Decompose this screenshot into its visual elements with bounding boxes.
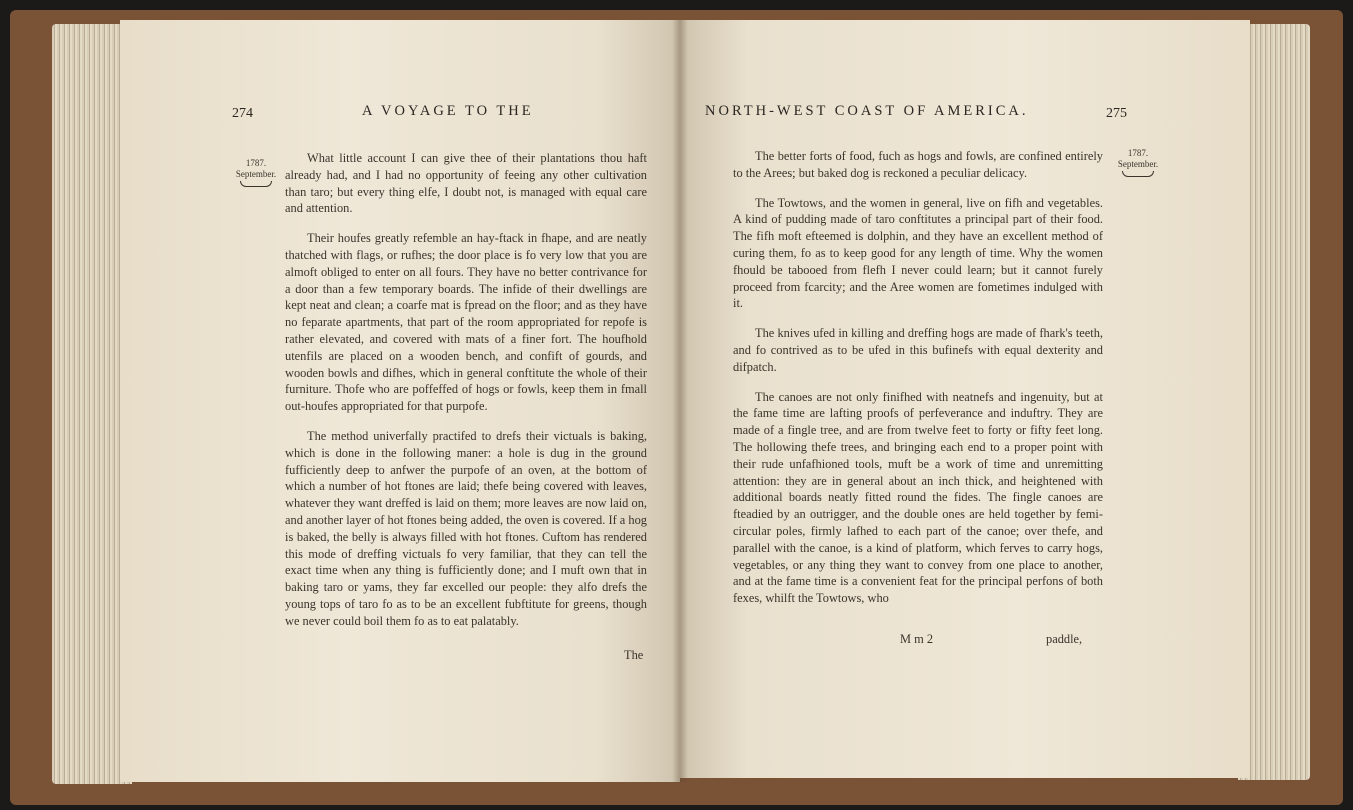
right-running-head: NORTH-WEST COAST OF AMERICA. <box>705 103 1029 119</box>
right-page-number: 275 <box>1106 106 1127 121</box>
paragraph: The Towtows, and the women in general, live on fifh and vegetables. A kind of pudding made of taro conftitutes a principal part of their food. The fifh moft efteemed is dolphin, and they have an excellent method of curing them, fo as to keep good for any length of time. Why the women fhould be tabooed from flefh I never could learn; but it cannot furely proceed from fcarcity; and the Aree women are fometimes indulged with it. <box>733 195 1103 311</box>
paragraph: The canoes are not only finifhed with neatnefs and ingenuity, but at the fame time are lafting proofs of perfeverance and induftry. They are made of a fingle tree, and are from twelve feet to forty or fifty feet long. The hollowing thefe trees, and bringing each end to a proper point with their rude unfafhioned tools, muft be a work of time and unremitting attention: they are in general about an inch thick, and heightened with additional boards neatly fitted round the fides. The fingle canoes are fteadied by an outrigger, and the double ones are held together by femi-circular poles, firmly lafhed to each part of the canoe; over thefe, and parallel with the canoe, is a kind of platform, which ferves to carry hogs, vegetables, or any thing they want to convey from one place to another, and at the fame time is a convenient feat for the principal perfons of both fexes, whilft the Towtows, who <box>733 389 1103 606</box>
left-margin-year: 1787. <box>245 158 267 168</box>
left-margin-month: September. <box>235 169 277 179</box>
signature-mark: M m 2 <box>900 632 934 646</box>
left-page-number: 274 <box>232 106 253 121</box>
paragraph: What little account I can give thee of their plantations thou haft already had, and I had no opportunity of feeing any other cultivation than taro; but every thing elfe, I doubt not, is managed with equal care and attention. <box>285 151 647 216</box>
left-catchword: The <box>624 648 644 662</box>
paragraph: The method univerfally practifed to drefs their victuals is baking, which is done in the following maner: a hole is dug in the ground fufficiently deep to anfwer the purpofe of an oven, at the bottom of which a number of hot ftones are laid; thefe being covered with leaves, whatever they want dreffed is laid on them; more leaves are now laid on, and another layer of hot ftones being added, the oven is covered. If a hog is baked, the belly is always filled with hot ftones. Cuftom has rendered this mode of dreffing victuals fo very familiar, that they can tell the exact time when any thing is fufficiently done; and I muft own that in baking taro or yams, they far excelled our people: they alfo drefs the young tops of taro fo as to be an excellent fubftitute for greens, though we never could boil them fo as to eat palatably. <box>285 428 647 628</box>
left-margin-brace <box>240 181 272 187</box>
right-catchword: paddle, <box>1046 632 1083 646</box>
left-margin-date <box>228 158 284 187</box>
right-margin-month: September. <box>1117 159 1159 169</box>
right-text-column <box>733 148 1103 620</box>
right-margin-year: 1787. <box>1127 148 1149 158</box>
paragraph: The knives ufed in killing and dreffing hogs are made of fhark's teeth, and fo contrived as to be ufed in this bufinefs with equal dexterity and difpatch. <box>733 326 1103 374</box>
book-gutter <box>672 20 688 782</box>
left-text-column <box>285 150 647 643</box>
left-running-head: A VOYAGE TO THE <box>362 103 534 119</box>
paragraph: Their houfes greatly refemble an hay-ftack in fhape, and are neatly thatched with flags, or rufhes; the door place is fo very low that you are almoft obliged to enter on all fours. They have no better contrivance for a door than a few temporary boards. The infide of their dwellings are kept neat and clean; a coarfe mat is fpread on the floor; and as they have no feparate apartments, that part of the room appropriated for repofe is rather elevated, and covered with mats of a finer fort. The houfhold utenfils are placed on a wooden bench, and confift of gourds, and wooden bowls and difhes, which in general conftitute the whole of their furniture. Thofe who are poffeffed of hogs or fowls, keep them in fmall out-houfes appropriated for that purpofe. <box>285 231 647 414</box>
right-margin-brace <box>1122 171 1154 177</box>
right-margin-date <box>1110 148 1166 177</box>
paragraph: The better forts of food, fuch as hogs and fowls, are confined entirely to the Arees; but baked dog is reckoned a peculiar delicacy. <box>733 149 1103 180</box>
